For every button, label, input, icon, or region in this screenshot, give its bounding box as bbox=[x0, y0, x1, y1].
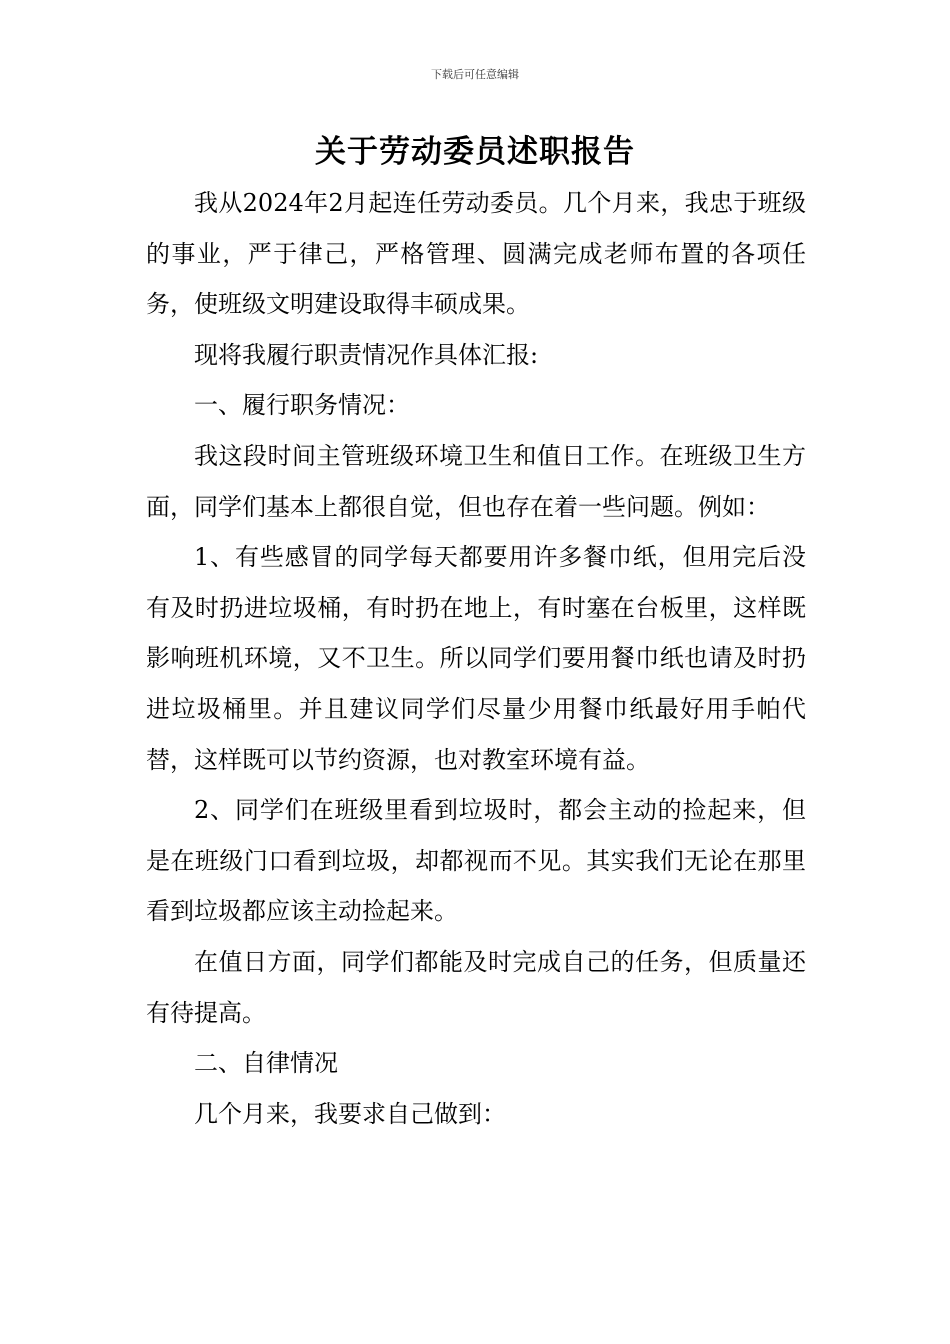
paragraph-self-discipline: 几个月来，我要求自己做到： bbox=[194, 1099, 506, 1128]
paragraph-duty-rota: 在值日方面，同学们都能及时完成自己的任务，但质量还有待提高。 bbox=[146, 947, 806, 1027]
document-title: 关于劳动委员述职报告 bbox=[315, 134, 635, 170]
section-heading-duties: 一、履行职务情况： bbox=[194, 391, 410, 420]
section-heading-self-discipline: 二、自律情况 bbox=[194, 1049, 338, 1078]
paragraph-intro: 我从2024年2月起连任劳动委员。几个月来，我忠于班级的事业，严于律己，严格管理、圆满完成老师布置的各项任务，使班级文明建设取得丰硕成果。 bbox=[146, 189, 806, 319]
paragraph-report-lead: 现将我履行职责情况作具体汇报: bbox=[194, 340, 539, 369]
paragraph-duties: 我这段时间主管班级环境卫生和值日工作。在班级卫生方面，同学们基本上都很自觉，但也存在着一些问题。例如： bbox=[146, 441, 806, 521]
paragraph-point-2: 2、同学们在班级里看到垃圾时，都会主动的捡起来，但是在班级门口看到垃圾，却都视而不见。其实我们无论在那里看到垃圾都应该主动捡起来。 bbox=[146, 796, 806, 926]
paragraph-point-1: 1、有些感冒的同学每天都要用许多餐巾纸，但用完后没有及时扔进垃圾桶，有时扔在地上，有时塞在台板里，这样既影响班机环境，又不卫生。所以同学们要用餐巾纸也请及时扔进垃圾桶里。并且建议同学们尽量少用餐巾纸最好用手帕代替，这样既可以节约资源，也对教室环境有益。 bbox=[146, 543, 806, 774]
document-body bbox=[146, 178, 806, 1139]
header-note: 下载后可任意编辑 bbox=[431, 68, 519, 81]
